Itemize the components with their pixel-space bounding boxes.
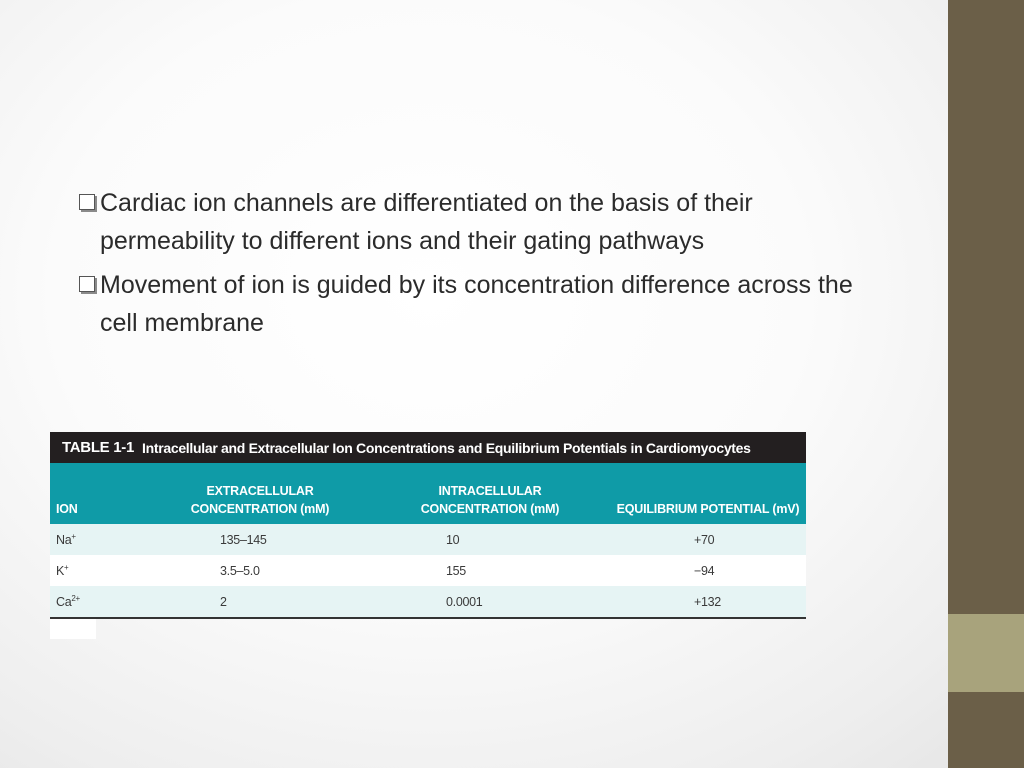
cell-extracellular: 3.5–5.0 xyxy=(170,555,390,586)
cell-intracellular: 155 xyxy=(390,555,610,586)
column-header-ion: ION xyxy=(50,463,170,524)
cell-extracellular: 2 xyxy=(170,586,390,618)
table-title-bar xyxy=(50,432,806,463)
table-row xyxy=(50,524,806,555)
bullet-text: Movement of ion is guided by its concentration difference across the cell membrane xyxy=(100,271,853,337)
cell-intracellular: 0.0001 xyxy=(390,586,610,618)
cell-equilibrium: +132 xyxy=(610,586,806,618)
bullet-item xyxy=(76,184,876,260)
cell-ion: Na+ xyxy=(50,524,170,555)
cell-intracellular: 10 xyxy=(390,524,610,555)
cell-ion: K+ xyxy=(50,555,170,586)
checkbox-bullet-icon xyxy=(79,276,95,292)
bullet-text: Cardiac ion channels are differentiated on the basis of their permeability to different ions and their gating pathways xyxy=(100,189,753,255)
table-header-row xyxy=(50,463,806,524)
cell-equilibrium: −94 xyxy=(610,555,806,586)
cell-equilibrium: +70 xyxy=(610,524,806,555)
ion-concentration-table xyxy=(50,432,806,639)
cell-extracellular: 135–145 xyxy=(170,524,390,555)
bullet-item xyxy=(76,266,876,342)
table-row xyxy=(50,555,806,586)
table-row xyxy=(50,586,806,618)
slide-side-bar-accent xyxy=(948,614,1024,692)
checkbox-bullet-icon xyxy=(79,194,95,210)
table-title: Intracellular and Extracellular Ion Concentrations and Equilibrium Potentials in Cardiomyocytes xyxy=(142,439,751,456)
cell-ion: $Ca^{2+}$ xyxy=(50,586,170,618)
slide-side-bar xyxy=(948,0,1024,768)
column-header-extracellular: EXTRACELLULAR CONCENTRATION (mM) xyxy=(170,463,390,524)
table-label: TABLE 1-1 xyxy=(62,439,135,456)
column-header-equilibrium: EQUILIBRIUM POTENTIAL (mV) xyxy=(610,463,806,524)
table-image-edge xyxy=(50,619,96,639)
bullet-list xyxy=(76,184,876,348)
data-table xyxy=(50,463,806,619)
column-header-intracellular: INTRACELLULAR CONCENTRATION (mM) xyxy=(390,463,610,524)
